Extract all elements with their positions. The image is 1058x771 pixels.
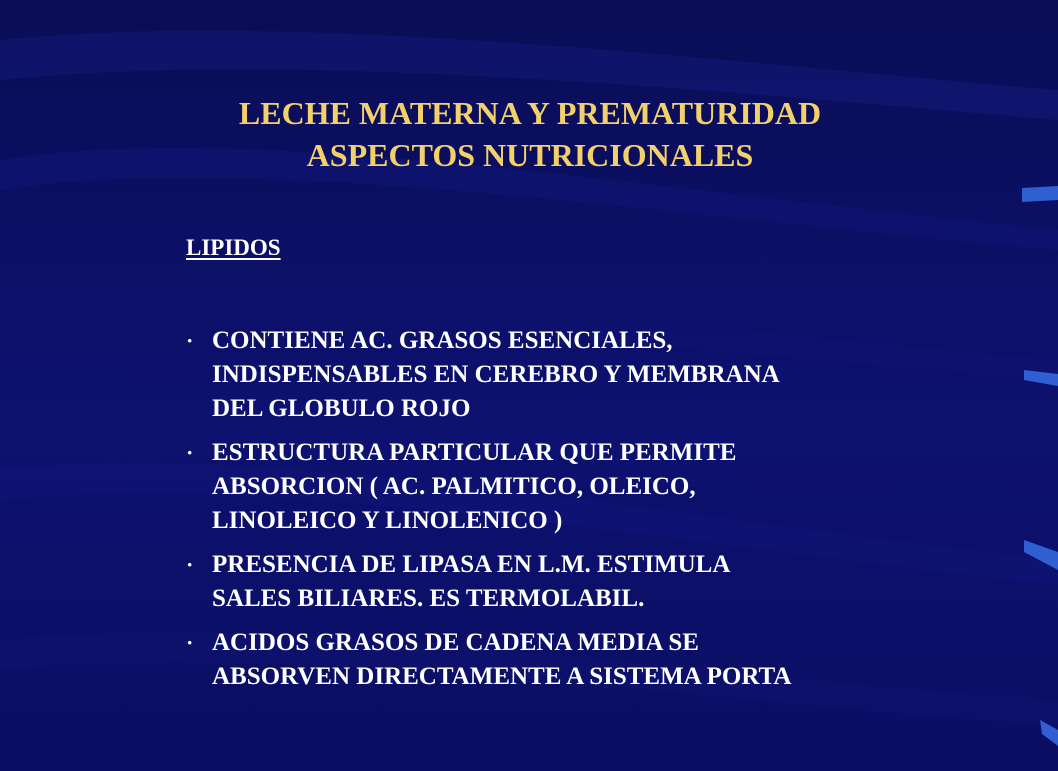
bullet-text: CONTIENE AC. GRASOS ESENCIALES, INDISPENSABLES EN CEREBRO Y MEMBRANA DEL GLOBULO ROJO [212, 327, 780, 422]
list-item [186, 436, 986, 538]
bullet-dot-icon: · [186, 630, 194, 655]
title-line-2: ASPECTOS NUTRICIONALES [306, 137, 754, 173]
bullet-text: PRESENCIA DE LIPASA EN L.M. ESTIMULA SALES BILIARES. ES TERMOLABIL. [212, 551, 731, 612]
list-item [186, 626, 986, 694]
bullet-list [186, 324, 986, 704]
bullet-dot-icon: · [186, 552, 194, 577]
slide-title [120, 92, 940, 176]
list-item [186, 324, 986, 426]
title-line-1: LECHE MATERNA Y PREMATURIDAD [238, 95, 822, 131]
list-item [186, 548, 986, 616]
bullet-text: ACIDOS GRASOS DE CADENA MEDIA SE ABSORVEN DIRECTAMENTE A SISTEMA PORTA [212, 629, 792, 690]
bullet-dot-icon: · [186, 328, 194, 353]
section-heading: LIPIDOS [186, 235, 281, 260]
bullet-text: ESTRUCTURA PARTICULAR QUE PERMITE ABSORCION ( AC. PALMITICO, OLEICO, LINOLEICO Y LINOLENICO ) [212, 439, 737, 534]
bullet-dot-icon: · [186, 440, 194, 465]
